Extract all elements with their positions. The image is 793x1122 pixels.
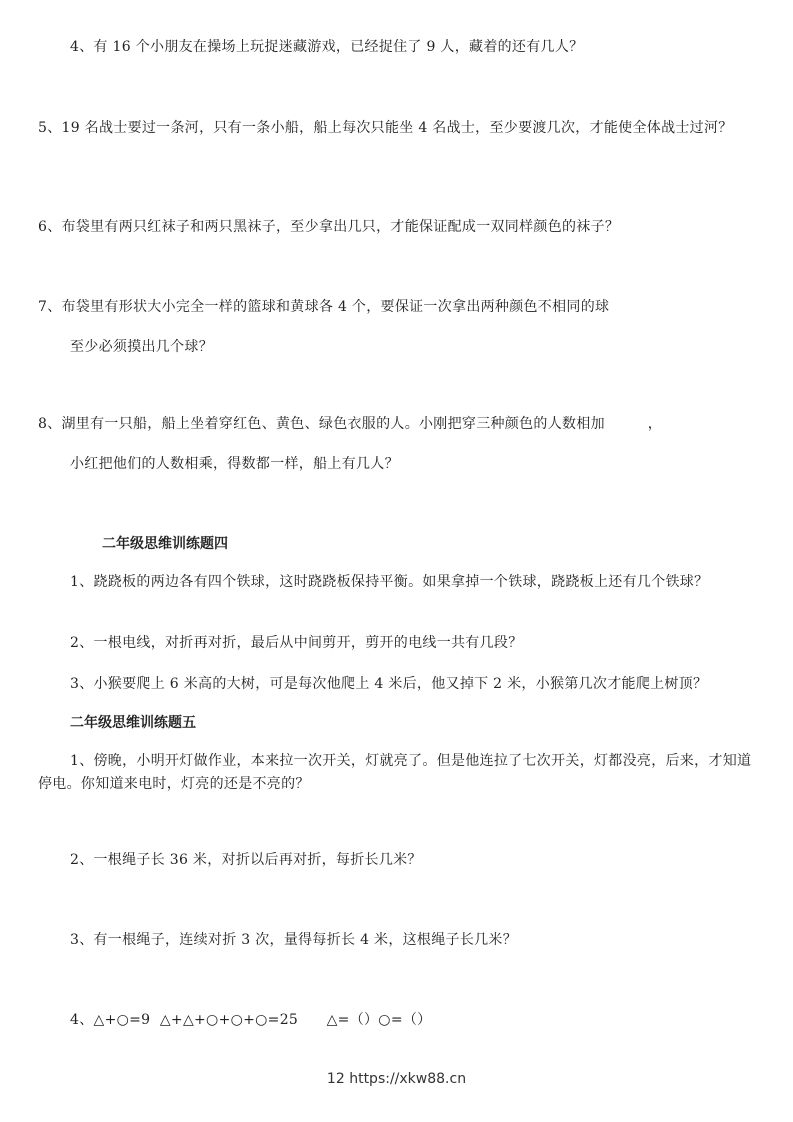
section-five-question-1: 1、傍晚，小明开灯做作业，本来拉一次开关，灯就亮了。但是他连拉了七次开关，灯都没亮，后来，才知道停电。你知道来电时，灯亮的还是不亮的？: [38, 753, 752, 792]
question-6-text: 6、布袋里有两只红袜子和两只黑袜子，至少拿出几只，才能保证配成一双同样颜色的袜子？: [38, 219, 620, 235]
section-five-question-2: 2、一根绳子长 36 米，对折以后再对折，每折长几米？: [70, 852, 422, 868]
question-5-text: 5、19 名战士要过一条河，只有一条小船，船上每次只能坐 4 名战士，至少要渡几次，才能使全体战士过河？: [38, 120, 733, 136]
section-four-question-3: 3、小猴要爬上 6 米高的大树，可是每次他爬上 4 米后，他又掉下 2 米，小猴第几次才能爬上树顶？: [70, 676, 708, 692]
section-five-question-3: 3、有一根绳子，连续对折 3 次，量得每折长 4 米，这根绳子长几米？: [70, 932, 518, 948]
question-8-text-line1: 8、湖里有一只船，船上坐着穿红色、黄色、绿色衣服的人。小刚把穿三种颜色的人数相加 ，: [38, 416, 663, 432]
section-four-question-1: 1、跷跷板的两边各有四个铁球，这时跷跷板保持平衡。如果拿掉一个铁球，跷跷板上还有几个铁球？: [70, 574, 709, 590]
page-number: 12: [326, 1071, 345, 1087]
section-five-question-4: 4、△+○=9 △+△+○+○+○=25 △=（）○=（）: [70, 1012, 432, 1028]
section-five-title: 二年级思维训练题五: [70, 715, 196, 731]
section-four-question-2: 2、一根电线，对折再对折，最后从中间剪开，剪开的电线一共有几段？: [70, 635, 523, 651]
section-four-title: 二年级思维训练题四: [102, 536, 228, 552]
question-8-text-line2: 小红把他们的人数相乘，得数都一样，船上有几人？: [70, 456, 399, 472]
page-footer: [0, 1070, 793, 1088]
footer-site-link[interactable]: https://xkw88.cn: [349, 1071, 467, 1087]
question-7-text-line1: 7、布袋里有形状大小完全一样的篮球和黄球各 4 个，要保证一次拿出两种颜色不相同的球: [38, 299, 610, 315]
question-7-text-line2: 至少必须摸出几个球？: [70, 339, 213, 355]
question-4-text: 4、有 16 个小朋友在操场上玩捉迷藏游戏，已经捉住了 9 人，藏着的还有几人？: [70, 39, 584, 55]
